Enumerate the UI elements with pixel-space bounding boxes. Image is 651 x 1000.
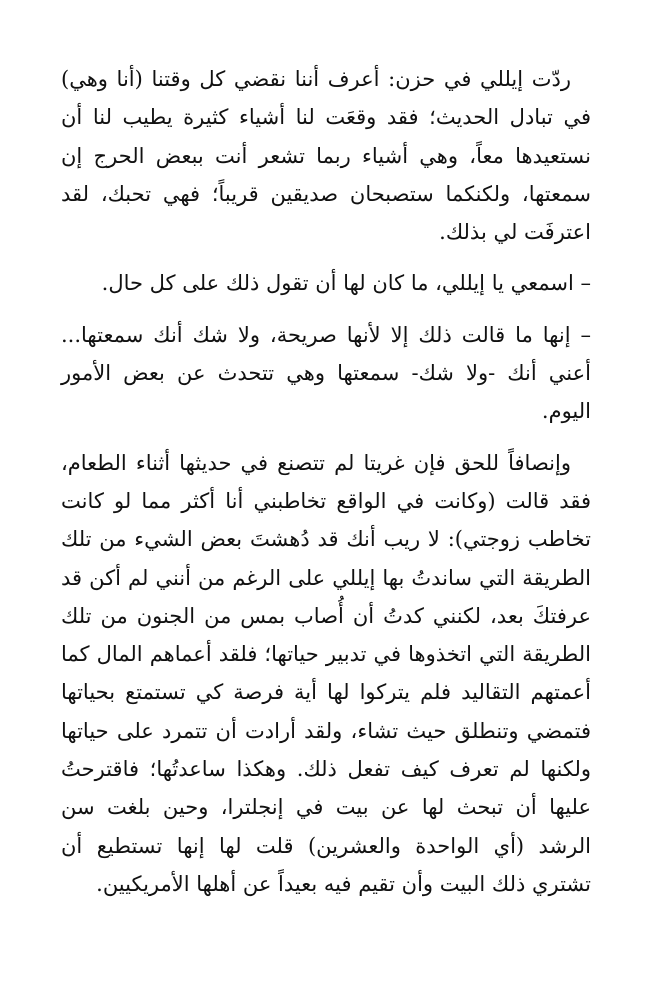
paragraph-3: – إنها ما قالت ذلك إلا لأنها صريحة، ولا شك أنك سمعتها... أعني أنك -ولا شك- سمعتها وهي تتحدث عن بعض الأمور اليوم.	[61, 322, 591, 424]
paragraph-2: – اسمعي يا إيللي، ما كان لها أن تقول ذلك على كل حال.	[101, 271, 591, 296]
book-page	[61, 60, 591, 916]
paragraph-4: وإنصافاً للحق فإن غريتا لم تتصنع في حديثها أثناء الطعام، فقد قالت (وكانت في الواقع تخاطبني أنا أكثر مما لو كانت تخاطب زوجتي): لا ريب أنك قد دُهشتَ بعض الشيء من تلك الطريقة التي ساندتُ بها إيللي على الرغم من أنني لم أكن قد عرفتكَ بعد، لكنني كدتُ أن أُصاب بمس من الجنون من تلك الطريقة التي اتخذوها في تدبير حياتها؛ فلقد أعماهم المال كما أعمتهم التقاليد فلم يتركوا لها أية فرصة كي تستمتع بحياتها فتمضي وتنطلق حيث تشاء، ولقد أرادت أن تتمرد على حياتها ولكنها لم تعرف كيف تفعل ذلك. وهكذا ساعدتُها؛ فاقترحتُ عليها أن تبحث لها عن بيت في إنجلترا، وحين بلغت سن الرشد (أي الواحدة والعشرين) قلت لها إنها تستطيع أن تشتري ذلك البيت وأن تقيم فيه بعيداً عن أهلها الأمريكيين.	[61, 450, 591, 896]
paragraph-1: ردّت إيللي في حزن: أعرف أننا نقضي كل وقتنا (أنا وهي) في تبادل الحديث؛ فقد وقعَت لنا أشياء كثيرة يطيب لنا أن نستعيدها معاً، وهي أشياء ربما تشعر أنت ببعض الحرج إن سمعتها، ولكنكما ستصبحان صديقين قريباً؛ فهي تحبك، لقد اعترفَت لي بذلك.	[61, 67, 591, 245]
